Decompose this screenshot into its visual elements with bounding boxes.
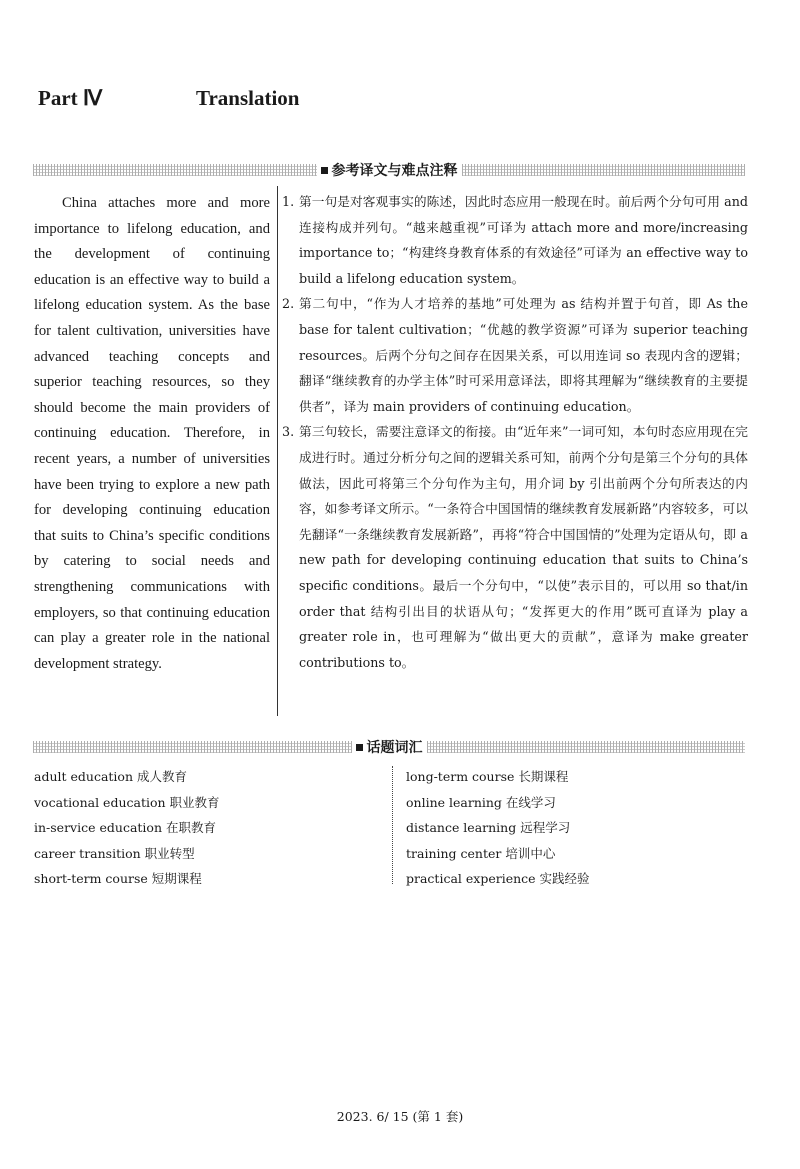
column-divider [277, 186, 278, 716]
vocab-item: in-service education 在职教育 [34, 820, 216, 835]
vocab-item: distance learning 远程学习 [406, 820, 571, 835]
hatch-rule-right [462, 164, 746, 176]
hatch-rule-left [33, 741, 352, 753]
note-text: 第三句较长，需要注意译文的衔接。由“近年来”一词可知，本句时态应用现在完成进行时。通过分析分句之间的逻辑关系可知，前两个分句是第三个分句的具体做法，因此可将第三个分句作为主句，用介词 by 引出前两个分句所表达的内容，如参考译文所示。“一条符合中国国情的继续教育发展新路”内容较多，可以先翻译“一条继续教育发展新路”，再将“符合中国国情的”处理为定语从句，即 a new path for developing continuing education that suits to China’s specific conditions。最后一个分句中，“以使”表示目的，可以用 so that/in order that 结构引出目的状语从句；“发挥更大的作用”既可直译为 play a greater role in，也可理解为“做出更大的贡献”，意译为 make greater contributions to。 [299, 424, 748, 670]
vocab-item: vocational education 职业教育 [34, 794, 220, 810]
page-footer: 2023. 6/ 15 (第 1 套) [336, 1109, 464, 1124]
hatch-rule-left [33, 164, 317, 176]
note-text: 第一句是对客观事实的陈述，因此时态应用一般现在时。前后两个分句可用 and 连接构成并列句。“越来越重视”可译为 attach more and more/increasing importance to；“构建终身教育体系的有效途径”可译为 an effective way to build a lifelong education system。 [299, 194, 748, 286]
vocab-item: training center 培训中心 [406, 845, 556, 861]
note-item [282, 419, 748, 675]
hatch-rule-right [427, 741, 746, 753]
note-number: 2. [282, 296, 295, 312]
vocab-item: career transition 职业转型 [34, 845, 195, 861]
section-heading-reference: 参考译文与难点注释 [317, 160, 462, 180]
note-item [282, 189, 748, 291]
vocab-divider [392, 766, 393, 884]
reference-translation: China attaches more and more importance to lifelong education, and the development of continuing education is an effective way to build a lifelong education system. As the base for talent cultivation, universities have advanced teaching concepts and superior teaching resources, so they should become the main providers of continuing education. Therefore, in recent years, a number of universities have been trying to explore a new path for developing continuing education that suits to China’s specific conditions by catering to social needs and strengthening communications with employers, so that continuing education can play a greater role in the national development strategy. [34, 195, 270, 672]
section-heading-vocabulary: 话题词汇 [352, 737, 427, 757]
vocab-item: adult education 成人教育 [34, 769, 187, 784]
section-header-vocabulary [33, 737, 745, 757]
note-text: 第二句中，“作为人才培养的基地”可处理为 as 结构并置于句首，即 As the base for talent cultivation；“优越的教学资源”可译为 superior teaching resources。后两个分句之间存在因果关系，可以用连词 so 表现内含的逻辑；翻译“继续教育的办学主体”时可采用意译法，即将其理解为“继续教育的主要提供者”，译为 main providers of continuing education。 [299, 296, 748, 414]
page-header [38, 86, 438, 118]
vocab-item: long-term course 长期课程 [406, 769, 569, 784]
note-number: 1. [282, 194, 295, 209]
vocabulary-list-right [406, 764, 590, 892]
part-number: Part Ⅳ [38, 86, 103, 110]
vocabulary-list-left [34, 764, 220, 892]
vocab-item: practical experience 实践经验 [406, 871, 590, 886]
page-title: Translation [196, 86, 300, 110]
translation-notes [282, 189, 748, 675]
vocab-item: short-term course 短期课程 [34, 871, 202, 886]
square-bullet-icon [321, 167, 328, 174]
vocab-item: online learning 在线学习 [406, 794, 556, 810]
square-bullet-icon [356, 744, 363, 751]
note-item [282, 291, 748, 419]
section-header-reference [33, 160, 745, 180]
note-number: 3. [282, 424, 295, 440]
